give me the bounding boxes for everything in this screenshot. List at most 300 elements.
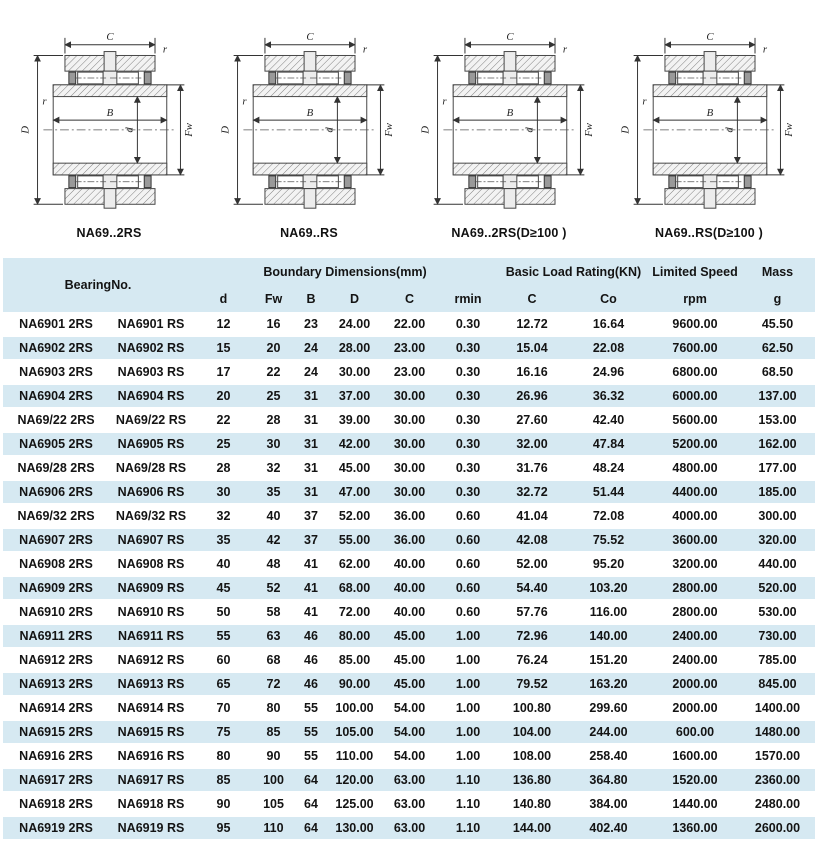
bearing-cross-section-diagram — [616, 26, 802, 222]
value-cell: 52.00 — [338, 509, 371, 523]
header-sub-fw: Fw — [254, 285, 293, 312]
table-row — [3, 792, 815, 816]
dim-label-r-top: r — [762, 43, 768, 56]
value-cell: 80 — [266, 701, 281, 715]
dim-label-fw: Fw — [783, 122, 796, 137]
value-cell: 100.80 — [512, 701, 552, 715]
value-cell: 30.00 — [393, 413, 426, 427]
value-cell: 163.20 — [567, 672, 650, 696]
value-cell: 55 — [304, 749, 318, 763]
bearing-spec-table — [3, 258, 815, 841]
value-cell: 24 — [304, 365, 318, 379]
dim-label-b: B — [706, 107, 714, 120]
header-sub-g: g — [740, 285, 815, 312]
value-cell: 30 — [254, 432, 293, 456]
value-cell: 520.00 — [740, 576, 815, 600]
value-cell: 36.00 — [393, 509, 426, 523]
value-cell: 52 — [254, 576, 293, 600]
value-cell: 0.60 — [455, 557, 481, 571]
value-cell: 42.00 — [329, 432, 380, 456]
bearing-no-cell: NA6911 2RS — [3, 624, 109, 648]
value-cell: 46 — [293, 672, 329, 696]
value-cell: 68 — [266, 653, 281, 667]
bearing-no-cell: NA6917 2RS — [3, 768, 109, 792]
bearing-no-cell: NA69/32 2RS — [17, 509, 95, 523]
dim-label-b: B — [506, 107, 514, 120]
value-cell: 162.00 — [740, 432, 815, 456]
dim-label-d-inner: d — [523, 127, 536, 133]
value-cell: 63.00 — [393, 797, 426, 811]
value-cell: 55.00 — [329, 528, 380, 552]
value-cell: 65 — [193, 672, 254, 696]
value-cell: 108.00 — [512, 749, 552, 763]
value-cell: 20 — [254, 336, 293, 360]
value-cell: 2000.00 — [650, 672, 740, 696]
value-cell: 35 — [254, 480, 293, 504]
header-group-mass: Mass — [740, 258, 815, 285]
bearing-no-cell: NA6912 2RS — [19, 653, 93, 667]
bearing-no-cell: NA6906 2RS — [3, 480, 109, 504]
value-cell: 1.10 — [439, 768, 497, 792]
value-cell: 40 — [266, 509, 281, 523]
value-cell: 64 — [293, 816, 329, 840]
dim-label-r-left: r — [642, 95, 647, 108]
value-cell: 20 — [193, 384, 254, 408]
header-sub-rpm: rpm — [650, 285, 740, 312]
table-row — [3, 432, 815, 456]
dim-label-b: B — [106, 107, 114, 120]
table-row — [3, 696, 815, 720]
bearing-no-cell: NA69/22 2RS — [17, 413, 95, 427]
value-cell: 7600.00 — [650, 336, 740, 360]
value-cell: 45.00 — [380, 624, 439, 648]
table-row — [3, 624, 815, 648]
value-cell: 31 — [304, 461, 318, 475]
bearing-no-cell: NA6915 2RS — [3, 720, 109, 744]
value-cell: 85 — [193, 768, 254, 792]
bearing-no-cell: NA69/28 RS — [115, 461, 187, 475]
value-cell: 68.50 — [761, 365, 794, 379]
bearing-no-cell: NA6903 2RS — [19, 365, 93, 379]
bearing-no-cell: NA6904 2RS — [3, 384, 109, 408]
value-cell: 45 — [193, 576, 254, 600]
value-cell: 45.00 — [380, 672, 439, 696]
value-cell: 80 — [216, 749, 231, 763]
bearing-no-cell: NA6915 RS — [109, 720, 193, 744]
dim-label-d-outer: D — [419, 125, 432, 134]
value-cell: 1.00 — [455, 749, 481, 763]
value-cell: 1570.00 — [754, 749, 801, 763]
value-cell: 23.00 — [380, 336, 439, 360]
value-cell: 72 — [254, 672, 293, 696]
value-cell: 40.00 — [393, 605, 426, 619]
bearing-no-cell: NA6908 2RS — [19, 557, 93, 571]
value-cell: 76.24 — [516, 653, 548, 667]
bearing-no-cell: NA6919 2RS — [3, 816, 109, 840]
bearing-diagram — [414, 26, 604, 240]
bearing-no-cell: NA6913 RS — [109, 672, 193, 696]
header-sub-co: Co — [567, 285, 650, 312]
value-cell: 54.40 — [497, 576, 567, 600]
value-cell: 41.04 — [516, 509, 548, 523]
value-cell: 105 — [263, 797, 284, 811]
value-cell: 48 — [266, 557, 281, 571]
value-cell: 58 — [266, 605, 281, 619]
value-cell: 62.00 — [338, 557, 371, 571]
value-cell: 22 — [216, 413, 231, 427]
value-cell: 16.16 — [516, 365, 548, 379]
table-row — [3, 312, 815, 336]
value-cell: 55 — [193, 624, 254, 648]
diagram-caption: NA69..2RS(D≥100 ) — [451, 226, 567, 240]
value-cell: 85.00 — [338, 653, 371, 667]
value-cell: 30.00 — [338, 365, 371, 379]
value-cell: 72.96 — [497, 624, 567, 648]
value-cell: 36.32 — [567, 384, 650, 408]
value-cell: 1.10 — [439, 816, 497, 840]
value-cell: 12.72 — [516, 316, 548, 331]
value-cell: 72.08 — [592, 509, 625, 523]
value-cell: 30.00 — [380, 480, 439, 504]
value-cell: 41 — [304, 557, 318, 571]
value-cell: 27.60 — [516, 413, 548, 427]
value-cell: 0.30 — [455, 461, 481, 475]
value-cell: 45.50 — [761, 316, 794, 331]
table-row — [3, 768, 815, 792]
value-cell: 22.00 — [393, 316, 426, 331]
bearing-no-cell: NA6916 2RS — [19, 749, 93, 763]
value-cell: 6800.00 — [672, 365, 718, 379]
value-cell: 320.00 — [740, 528, 815, 552]
value-cell: 95.20 — [592, 557, 625, 571]
header-sub-b: B — [293, 285, 329, 312]
value-cell: 24.00 — [338, 316, 371, 331]
value-cell: 31.76 — [516, 461, 548, 475]
value-cell: 100 — [254, 768, 293, 792]
value-cell: 258.40 — [589, 749, 628, 763]
value-cell: 2800.00 — [672, 605, 718, 619]
value-cell: 75 — [193, 720, 254, 744]
value-cell: 26.96 — [497, 384, 567, 408]
table-row — [3, 600, 815, 624]
bearing-cross-section-diagram — [216, 26, 402, 222]
value-cell: 2600.00 — [740, 816, 815, 840]
value-cell: 9600.00 — [672, 316, 718, 331]
value-cell: 28.00 — [329, 336, 380, 360]
value-cell: 39.00 — [338, 413, 371, 427]
table-row — [3, 528, 815, 552]
value-cell: 110 — [254, 816, 293, 840]
value-cell: 46 — [304, 653, 318, 667]
value-cell: 42 — [254, 528, 293, 552]
value-cell: 30.00 — [380, 384, 439, 408]
value-cell: 37 — [304, 509, 318, 523]
value-cell: 530.00 — [758, 605, 797, 619]
value-cell: 12 — [216, 316, 231, 331]
value-cell: 0.60 — [455, 605, 481, 619]
value-cell: 63 — [254, 624, 293, 648]
value-cell: 1.10 — [455, 797, 481, 811]
value-cell: 31 — [293, 432, 329, 456]
header-sub-d-outer: D — [329, 285, 380, 312]
value-cell: 0.30 — [455, 365, 481, 379]
value-cell: 120.00 — [329, 768, 380, 792]
bearing-no-cell: NA6901 2RS — [19, 316, 93, 331]
bearing-diagram-drawing — [414, 26, 604, 222]
bearing-no-cell: NA6907 2RS — [3, 528, 109, 552]
value-cell: 54.00 — [393, 749, 426, 763]
value-cell: 845.00 — [740, 672, 815, 696]
bearing-no-cell: NA6910 RS — [117, 605, 185, 619]
dim-label-d-outer: D — [619, 125, 632, 134]
dim-label-d-outer: D — [19, 125, 32, 134]
dim-label-r-left: r — [442, 95, 447, 108]
dim-label-c: C — [106, 30, 114, 43]
value-cell: 15.04 — [497, 336, 567, 360]
bearing-diagram-drawing — [14, 26, 204, 222]
bearing-no-cell: NA69/28 2RS — [17, 461, 95, 475]
header-group-basic-load-rating: Basic Load Rating(KN) — [497, 258, 650, 285]
value-cell: 4000.00 — [672, 509, 718, 523]
value-cell: 63.00 — [380, 768, 439, 792]
table-row — [3, 816, 815, 840]
value-cell: 0.30 — [455, 413, 481, 427]
bearing-no-cell: NA69/32 RS — [115, 509, 187, 523]
value-cell: 47.84 — [567, 432, 650, 456]
value-cell: 35 — [193, 528, 254, 552]
dim-label-r-left: r — [42, 95, 47, 108]
table-row — [3, 720, 815, 744]
value-cell: 3600.00 — [650, 528, 740, 552]
bearing-no-cell: NA6903 RS — [117, 365, 185, 379]
value-cell: 1400.00 — [754, 701, 801, 715]
diagrams-section — [0, 0, 818, 258]
bearing-cross-section-diagram — [16, 26, 202, 222]
header-bearing-no: BearingNo. — [3, 258, 193, 312]
bearing-no-cell: NA6909 2RS — [3, 576, 109, 600]
bearing-no-cell: NA6902 2RS — [3, 336, 109, 360]
value-cell: 48.24 — [592, 461, 625, 475]
value-cell: 4400.00 — [650, 480, 740, 504]
value-cell: 5200.00 — [650, 432, 740, 456]
value-cell: 40.00 — [393, 557, 426, 571]
value-cell: 402.40 — [567, 816, 650, 840]
value-cell: 130.00 — [329, 816, 380, 840]
value-cell: 28 — [216, 461, 231, 475]
value-cell: 32 — [216, 509, 231, 523]
bearing-no-cell: NA6904 RS — [109, 384, 193, 408]
table-row — [3, 672, 815, 696]
header-group-boundary-dimensions: Boundary Dimensions(mm) — [193, 258, 497, 285]
value-cell: 64 — [293, 768, 329, 792]
header-sub-c-dynamic: C — [497, 285, 567, 312]
table-row — [3, 480, 815, 504]
table-row — [3, 456, 815, 480]
bearing-no-cell: NA6907 RS — [109, 528, 193, 552]
value-cell: 600.00 — [650, 720, 740, 744]
value-cell: 140.80 — [512, 797, 552, 811]
bearing-no-cell: NA69/22 RS — [115, 413, 187, 427]
value-cell: 16 — [266, 316, 281, 331]
bearing-no-cell: NA6909 RS — [109, 576, 193, 600]
value-cell: 17 — [216, 365, 231, 379]
value-cell: 40.00 — [380, 576, 439, 600]
value-cell: 46 — [293, 624, 329, 648]
value-cell: 300.00 — [758, 509, 797, 523]
value-cell: 0.30 — [439, 480, 497, 504]
value-cell: 45.00 — [393, 653, 426, 667]
value-cell: 177.00 — [758, 461, 797, 475]
value-cell: 28 — [266, 413, 281, 427]
value-cell: 68.00 — [329, 576, 380, 600]
value-cell: 6000.00 — [650, 384, 740, 408]
value-cell: 364.80 — [567, 768, 650, 792]
value-cell: 1360.00 — [650, 816, 740, 840]
value-cell: 1.00 — [439, 672, 497, 696]
value-cell: 785.00 — [758, 653, 797, 667]
value-cell: 2800.00 — [650, 576, 740, 600]
bearing-no-cell: NA6918 2RS — [19, 797, 93, 811]
value-cell: 2480.00 — [754, 797, 801, 811]
value-cell: 125.00 — [335, 797, 374, 811]
value-cell: 24.96 — [592, 365, 625, 379]
value-cell: 30.00 — [380, 432, 439, 456]
value-cell: 72.00 — [338, 605, 371, 619]
value-cell: 51.44 — [567, 480, 650, 504]
value-cell: 70 — [216, 701, 231, 715]
table-row — [3, 744, 815, 768]
bearing-no-cell: NA6902 RS — [109, 336, 193, 360]
value-cell: 1520.00 — [650, 768, 740, 792]
value-cell: 30.00 — [393, 461, 426, 475]
value-cell: 90 — [216, 797, 231, 811]
bearing-no-cell: NA6905 2RS — [3, 432, 109, 456]
value-cell: 4800.00 — [672, 461, 718, 475]
bearing-no-cell: NA6914 RS — [117, 701, 185, 715]
value-cell: 37.00 — [329, 384, 380, 408]
value-cell: 5600.00 — [672, 413, 718, 427]
table-row — [3, 552, 815, 576]
value-cell: 440.00 — [758, 557, 797, 571]
value-cell: 31 — [293, 480, 329, 504]
value-cell: 41 — [304, 605, 318, 619]
value-cell: 52.00 — [516, 557, 548, 571]
table-body — [3, 312, 815, 840]
value-cell: 57.76 — [516, 605, 548, 619]
value-cell: 384.00 — [589, 797, 628, 811]
value-cell: 54.00 — [393, 701, 426, 715]
value-cell: 32 — [266, 461, 281, 475]
value-cell: 137.00 — [740, 384, 815, 408]
value-cell: 185.00 — [740, 480, 815, 504]
value-cell: 105.00 — [329, 720, 380, 744]
dim-label-d-inner: d — [323, 127, 336, 133]
value-cell: 22.08 — [567, 336, 650, 360]
value-cell: 25 — [193, 432, 254, 456]
value-cell: 64 — [304, 797, 318, 811]
bearing-no-cell: NA6908 RS — [117, 557, 185, 571]
value-cell: 110.00 — [335, 749, 374, 763]
bearing-diagram — [14, 26, 204, 240]
value-cell: 0.30 — [439, 432, 497, 456]
value-cell: 136.80 — [497, 768, 567, 792]
table-row — [3, 648, 815, 672]
table-row — [3, 360, 815, 384]
dim-label-d-inner: d — [123, 127, 136, 133]
value-cell: 1.00 — [455, 653, 481, 667]
value-cell: 2400.00 — [672, 653, 718, 667]
value-cell: 0.30 — [455, 316, 481, 331]
table-header — [3, 258, 815, 312]
value-cell: 15 — [193, 336, 254, 360]
value-cell: 95 — [193, 816, 254, 840]
value-cell: 23 — [304, 316, 318, 331]
value-cell: 55 — [304, 701, 318, 715]
table-row — [3, 384, 815, 408]
table-row — [3, 576, 815, 600]
value-cell: 47.00 — [329, 480, 380, 504]
value-cell: 1600.00 — [672, 749, 718, 763]
value-cell: 42.40 — [592, 413, 625, 427]
value-cell: 1.00 — [439, 624, 497, 648]
value-cell: 25 — [254, 384, 293, 408]
diagram-caption: NA69..2RS — [76, 226, 142, 240]
value-cell: 1.00 — [455, 701, 481, 715]
bearing-no-cell: NA6913 2RS — [3, 672, 109, 696]
value-cell: 144.00 — [497, 816, 567, 840]
header-group-limited-speed: Limited Speed — [650, 258, 740, 285]
value-cell: 244.00 — [567, 720, 650, 744]
bearing-diagram — [214, 26, 404, 240]
value-cell: 54.00 — [380, 720, 439, 744]
value-cell: 2400.00 — [650, 624, 740, 648]
dim-label-r-top: r — [562, 43, 568, 56]
dim-label-fw: Fw — [583, 122, 596, 137]
dim-label-fw: Fw — [383, 122, 396, 137]
value-cell: 45.00 — [338, 461, 371, 475]
diagram-caption: NA69..RS — [280, 226, 338, 240]
value-cell: 103.20 — [567, 576, 650, 600]
dim-label-fw: Fw — [183, 122, 196, 137]
bearing-no-cell: NA6916 RS — [117, 749, 185, 763]
value-cell: 151.20 — [589, 653, 628, 667]
value-cell: 24 — [293, 336, 329, 360]
bearing-diagram-drawing — [614, 26, 804, 222]
value-cell: 0.60 — [439, 576, 497, 600]
value-cell: 79.52 — [497, 672, 567, 696]
value-cell: 0.30 — [439, 384, 497, 408]
value-cell: 40 — [216, 557, 231, 571]
value-cell: 50 — [216, 605, 231, 619]
bearing-diagram-drawing — [214, 26, 404, 222]
dim-label-d-outer: D — [219, 125, 232, 134]
value-cell: 140.00 — [567, 624, 650, 648]
value-cell: 23.00 — [393, 365, 426, 379]
bearing-no-cell: NA6914 2RS — [19, 701, 93, 715]
header-sub-c: C — [380, 285, 439, 312]
diagram-caption: NA69..RS(D≥100 ) — [654, 226, 763, 240]
bearing-no-cell: NA6905 RS — [109, 432, 193, 456]
bearing-no-cell: NA6917 RS — [109, 768, 193, 792]
header-sub-d: d — [193, 285, 254, 312]
bearing-diagram — [614, 26, 804, 240]
value-cell: 37 — [293, 528, 329, 552]
table-row — [3, 336, 815, 360]
header-sub-rmin: rmin — [439, 285, 497, 312]
value-cell: 55 — [293, 720, 329, 744]
value-cell: 2000.00 — [672, 701, 718, 715]
value-cell: 3200.00 — [672, 557, 718, 571]
